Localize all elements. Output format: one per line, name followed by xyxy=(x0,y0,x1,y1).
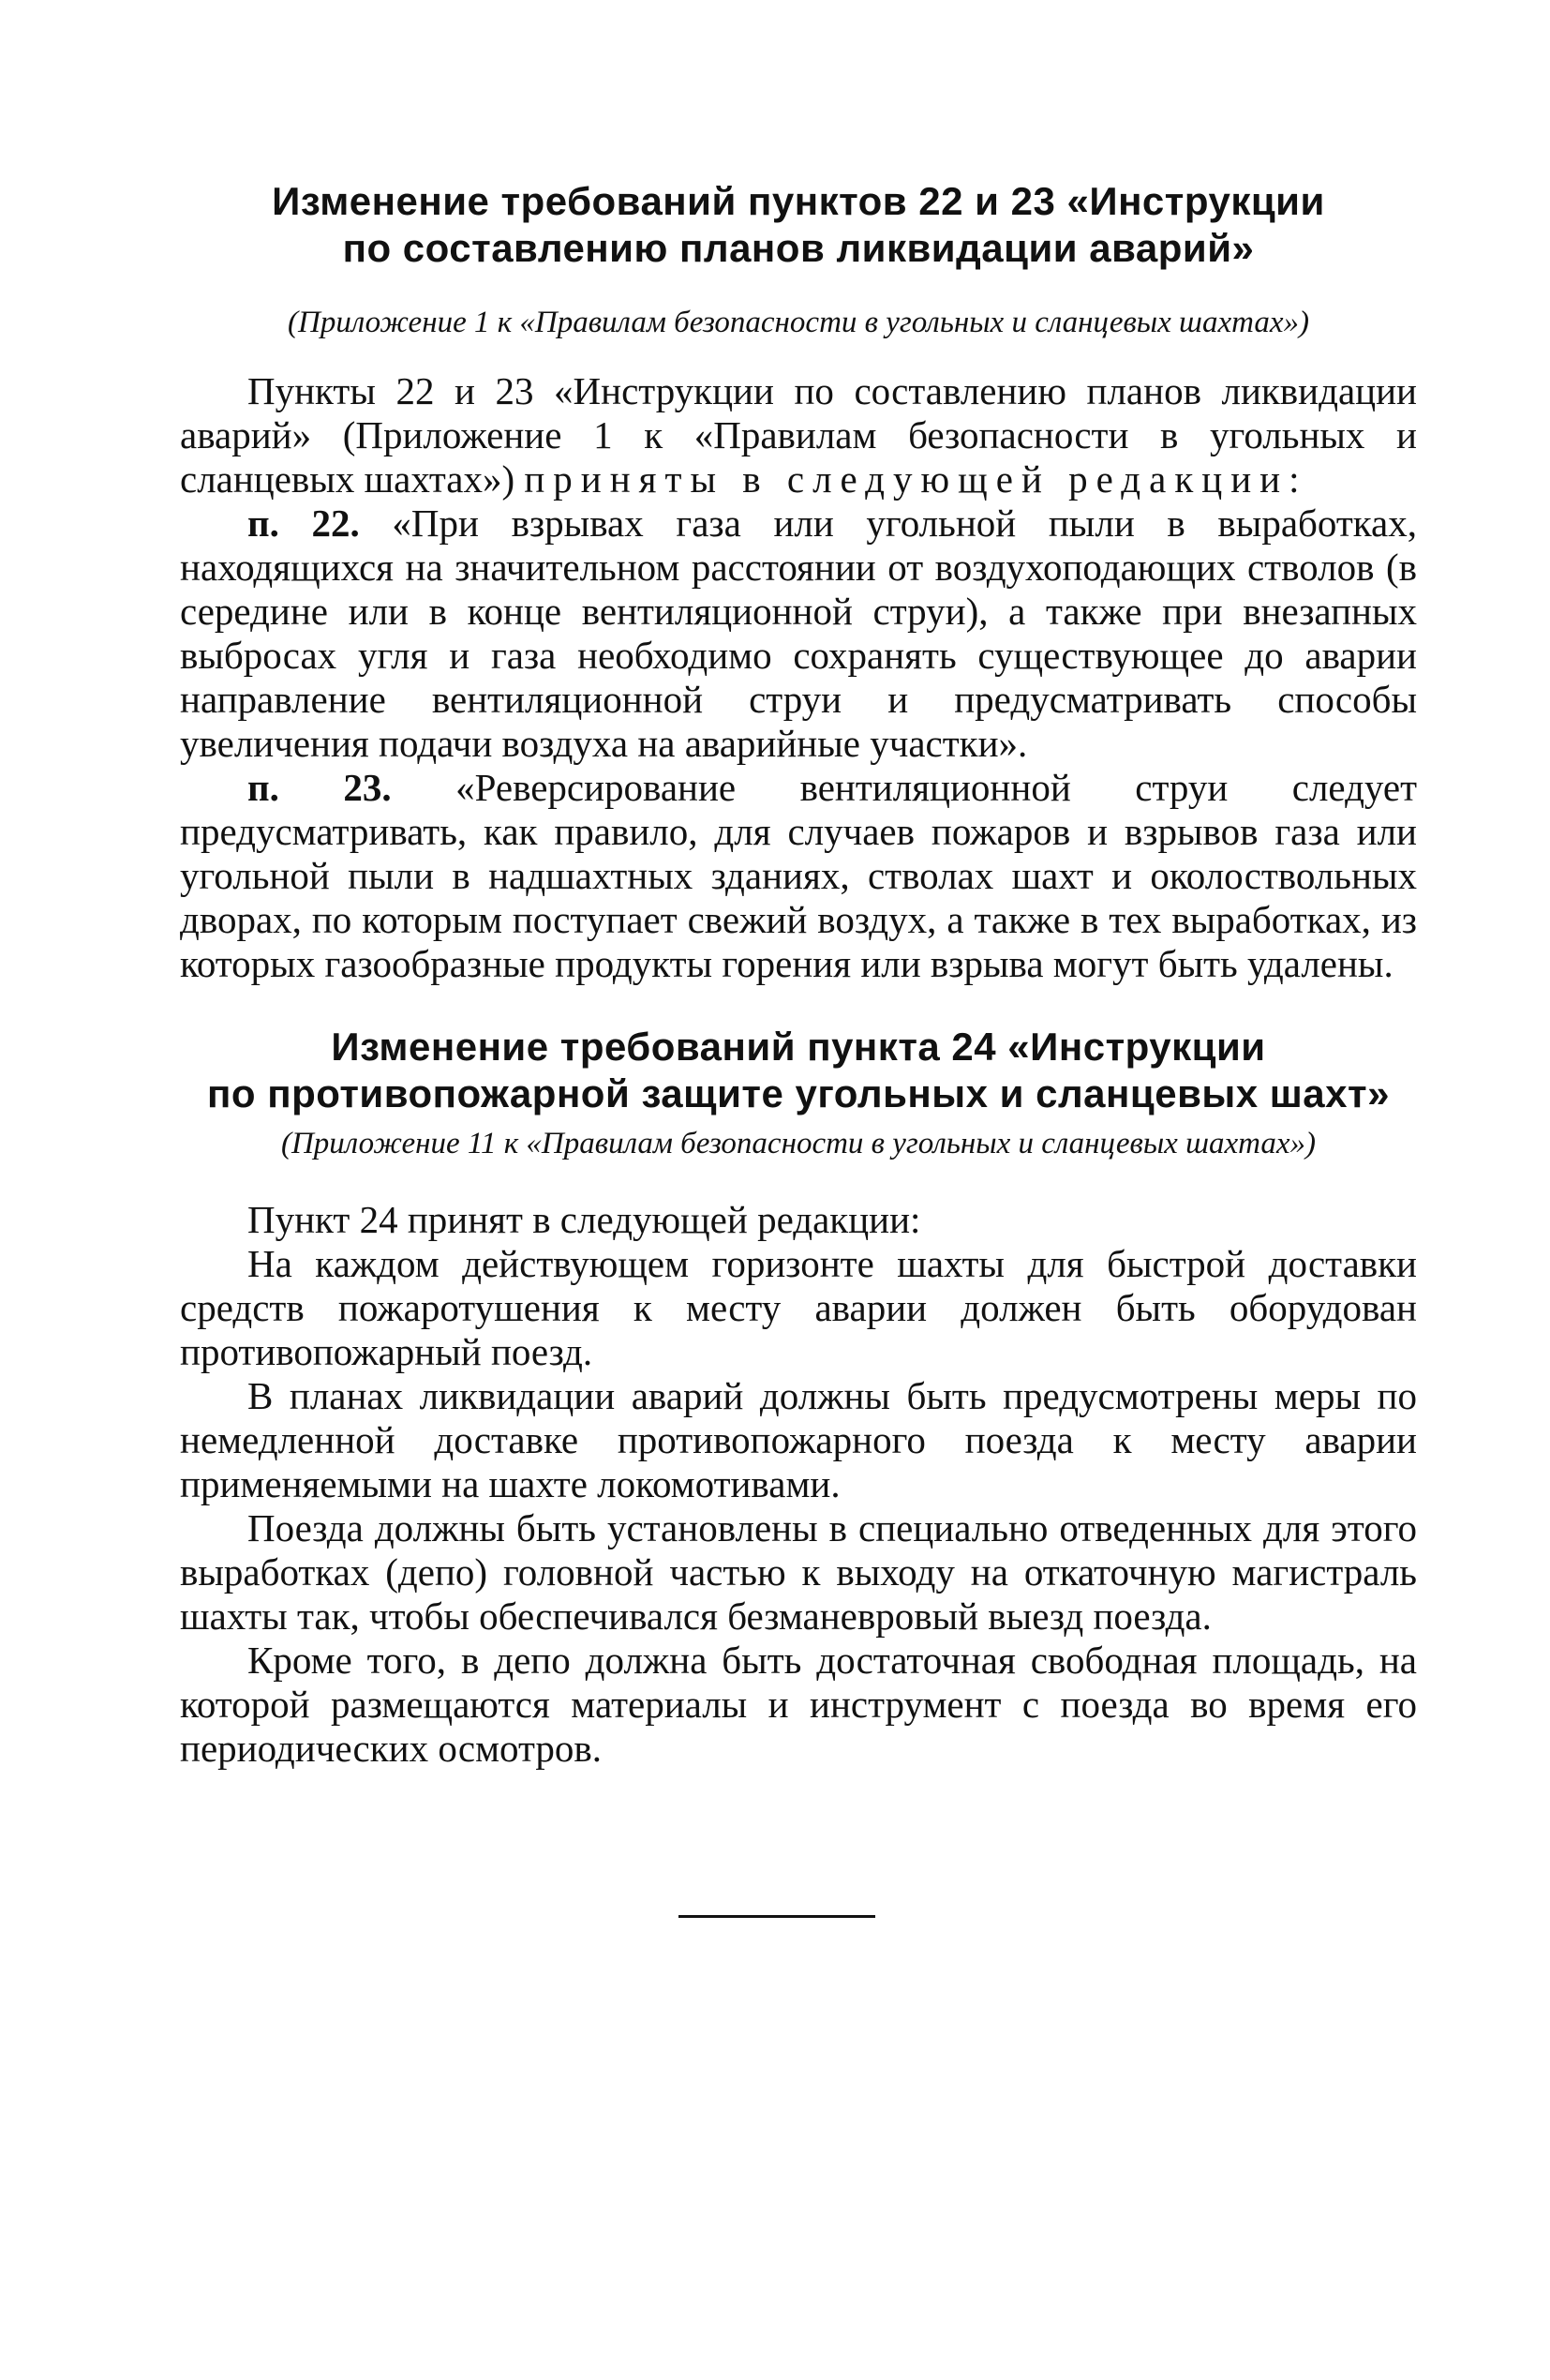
end-rule-divider xyxy=(678,1915,875,1918)
section1-title-line1: Изменение требований пунктов 22 и 23 «Инструкции xyxy=(272,179,1325,223)
section2-title-line1: Изменение требований пункта 24 «Инструкции xyxy=(331,1025,1266,1069)
item-label: п. 23. xyxy=(247,766,392,809)
section1-subtitle: (Приложение 1 к «Правилам безопасности в угольных и сланцевых шахтах») xyxy=(288,306,1309,339)
section1-title xyxy=(180,178,1417,272)
section2-paragraph: На каждом действующем горизонте шахты для быстрой доставки средств пожаротушения к месту аварии должен быть оборудован противопожарный поезд. xyxy=(180,1242,1417,1373)
section1-title-line2: по составлению планов ликвидации аварий» xyxy=(342,226,1255,270)
section2-paragraph: Поезда должны быть установлены в специально отведенных для этого выработках (депо) головной частью к выходу на откаточную магистраль шахты так, чтобы обеспечивался безманевровый выезд поезда. xyxy=(180,1506,1417,1638)
section2-title xyxy=(180,1024,1417,1117)
item-text: «Реверсирование вентиляционной струи следует предусматривать, как правило, для случаев пожаров и взрывов газа или угольной пыли в надшахтных зданиях, стволах шахт и околоствольных дворах, по которым поступает свежий воздух, а также в тех выработках, из которых газообразные продукты горения или взрыва могут быть удалены. xyxy=(180,766,1418,985)
section1-intro-spaced: приняты в следующей редакции: xyxy=(524,457,1308,501)
section1-intro xyxy=(180,369,1417,501)
section2-title-line2: по противопожарной защите угольных и сланцевых шахт» xyxy=(207,1071,1390,1115)
section2-paragraph: В планах ликвидации аварий должны быть предусмотрены меры по немедленной доставке противопожарного поезда к месту аварии применяемыми на шахте локомотивами. xyxy=(180,1374,1417,1505)
item-label: п. 22. xyxy=(247,501,360,545)
section1-item-22 xyxy=(180,501,1417,766)
section1-intro-text: Пункты 22 и 23 «Инструкции по составлению планов ликвидации аварий» (Приложение 1 к «Правилам безопасности в угольных и сланцевых шахтах») xyxy=(180,369,1417,501)
section2-paragraph: Кроме того, в депо должна быть достаточная свободная площадь, на которой размещаются материалы и инструмент с поезда во время его периодических осмотров. xyxy=(180,1639,1417,1770)
item-text: «При взрывах газа или угольной пыли в выработках, находящихся на значительном расстоянии от воздухоподающих стволов (в середине или в конце вентиляционной струи), а также при внезапных выбросах угля и газа необходимо сохранять существующее до аварии направление вентиляционной струи и предусматривать способы увеличения подачи воздуха на аварийные участки». xyxy=(180,501,1417,765)
section2-paragraph: Пункт 24 принят в следующей редакции: xyxy=(247,1198,921,1241)
section1-item-23 xyxy=(180,766,1417,986)
document-content xyxy=(180,178,1417,1771)
section-gap xyxy=(180,986,1417,1024)
section2-subtitle: (Приложение 11 к «Правилам безопасности в угольных и сланцевых шахтах») xyxy=(280,1127,1317,1160)
